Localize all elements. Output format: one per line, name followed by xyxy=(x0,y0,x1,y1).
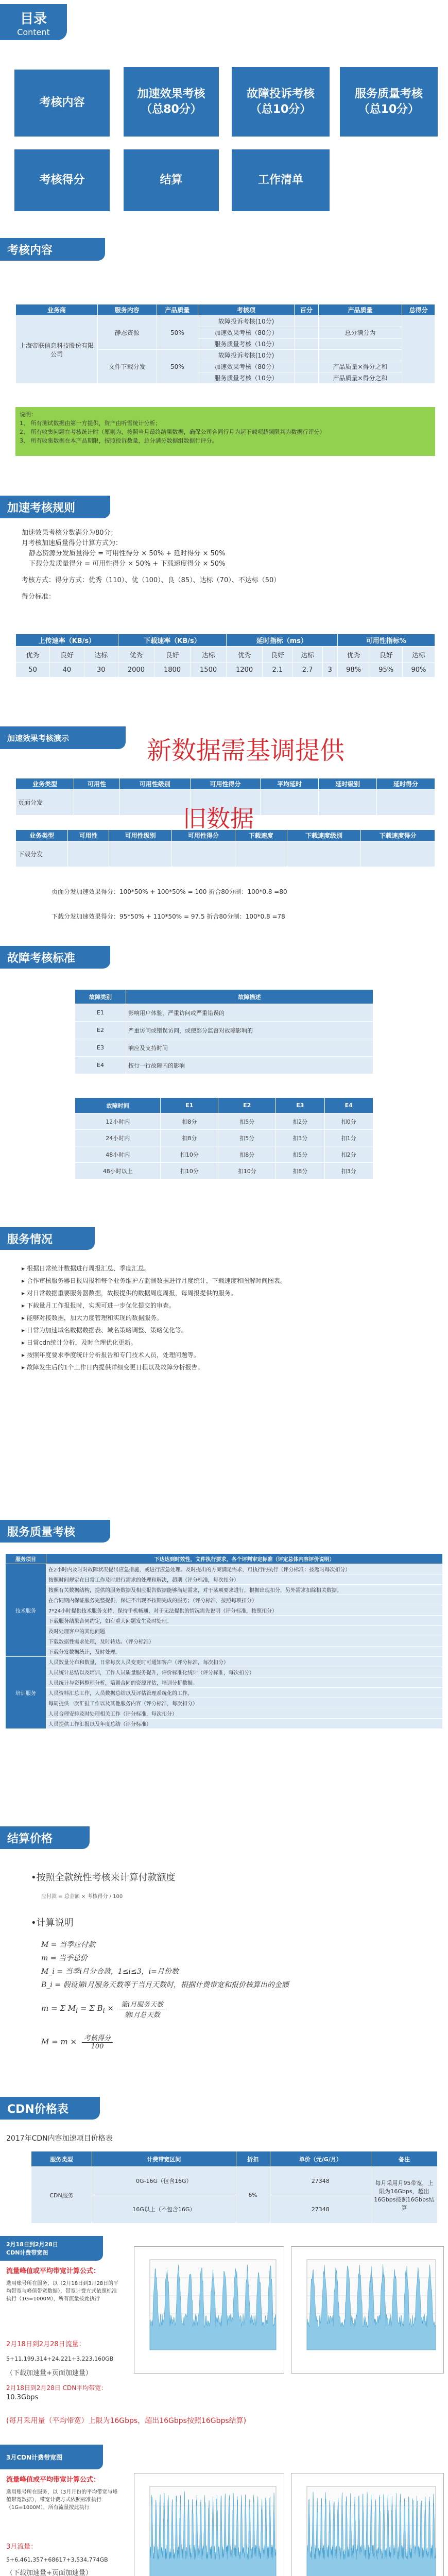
company-cell: 上海帝联信息科技股份有限公司 xyxy=(16,316,98,384)
toc-tile-settlement[interactable]: 结算 xyxy=(124,149,219,211)
feb-billing-badge: 2月18日到2月28日 CDN计费带宽图 xyxy=(0,2236,103,2261)
toc-tile-quality[interactable]: 服务质量考核 （总10分） xyxy=(340,67,438,137)
toc-badge xyxy=(0,4,67,40)
example-formula-2: 下载分发加速效果得分：95*50% + 110*50% = 97.5 折合80分制：100*0.8 =78 xyxy=(51,913,285,920)
section-title-quality: 服务质量考核 xyxy=(0,1520,110,1543)
mar-heading: 流量峰值或平均带宽计算公式： xyxy=(6,2476,100,2484)
toc-tile-score[interactable]: 考核得分 xyxy=(14,149,110,211)
quality-table: 服务项目 下达达到时效性，文件执行要求，各个评判审定标准（评定总体内容评价说明） 技术服务 在2小时内及时对故障状况提出应急措施，或进行应急处理。及时提出的方案满足需求，可执行的执行（评分标准：按超时每次扣分） 按照时间规定在日常工作及时进行需求的处理和解决，超期（评分标准，每次扣分） 按照有关数据结构，提供的服务数据及相应报告数据能够满足需求，对于某项要求进行，根据出现扣分，另外需求扣除相关数据。 在合同期内保证服务完整提供，保证不出现不按期完成的服务；（评分标准，按照每项扣分） 7*24小时提供技术服务支持，保持手机畅通，对于无法提供的情况需先说明（评分标准，按照扣分） 下载服务结果合同约定，如有重大问题发生及时处理。 及时处理客户的其他问题 下载数据性需求处理，及时转达。（评分标准） 下载分发数据统计，及时处理。 培训服务 人员数量分布和数量，日常每次人员变更时可通知客户（评分标准，每次扣分） 人员统计总结以及培训，工作人员质量服务提升，评价标准化统计（评分标准，每次扣分） 人员统计与资料整理分析，培训合同的资源评估，培训分析数据。 人员资料汇总工作，人员数据总结以及评估管理系统化的工作。 每周提供一次汇报工作以及其他服务内容（评分标准，每次扣分） 人员合理安排及时处理相关工作（评分标准，每次扣分） 人员提供工作汇报以及年度总结（评分标准） xyxy=(5,1553,443,1729)
old-data-note: 旧数据 xyxy=(183,805,254,833)
section-title-fault: 故障考核标准 xyxy=(0,946,110,969)
section-title-price: CDN价格表 xyxy=(0,2097,100,2120)
price-table-title: 2017年CDN内容加速项目价格表 xyxy=(6,2134,113,2143)
feb-footer: (每月采用量（平均带宽）上限为16Gbps，超出16Gbps按照16Gbps结算) xyxy=(6,2417,247,2425)
feb-chart-1 xyxy=(134,2246,284,2374)
settlement-bullet-2: •计算说明 xyxy=(31,1918,74,1928)
service-bullets xyxy=(22,1262,434,1374)
speed-intro: 加速效果考核分数满分为80分； 月考核加速质量得分计算方式为： 静态资源分发质量得分 = 可用性得分 × 50% + 延时得分 × 50% 下载分发质量得分 = 可用性得分 × 50% + 下载速度得分 × 50% 考核方式：得分方式：优秀（110）、优（100）、良（85）、达标（70）、不达标（50） 得分标准： xyxy=(22,529,281,601)
example-table-download: 业务类型 可用性 可用性级别 可用性得分 下载速度 下载速度级别 下载速度得分 下载分发 xyxy=(15,829,435,867)
content-notes: 说明： 1、 所有测试数据由第一方提供，资产由听雪统计分析； 2、 所有收集问题在考核统计时（原则为，按照当月最终结果数据，确保公司合同行月为起下载项超频限判为数据行评分） 3、 所有收集数据在本产品期限，按照投诉数量，总分满分数据组数据行评分。 xyxy=(15,407,435,456)
mar-subtitle: （下载加速量+页面加速量） xyxy=(6,2569,92,2576)
mar-chart-2 xyxy=(291,2473,444,2576)
mar-billing-badge: 3月CDN计费带宽图 xyxy=(0,2445,103,2469)
mar-chart-1 xyxy=(134,2473,284,2576)
feb-result-label: 2月18日到2月28日 CDN平均带宽： xyxy=(6,2384,108,2392)
price-table: 服务类型 计费带宽区间 折扣 单价（元/G/月） 备注 CDN服务 0G-16G（包含16G） 6% 27348 每月采用月95带宽，上限为16Gbps，超出16Gbps按照16Gbps结算 16G以上（不包含16G） 27348 xyxy=(31,2151,438,2224)
mar-calc: 5+6,461,357+68617+3,534,774GB xyxy=(6,2556,108,2563)
list-item: ▸ 能够对接数据，加大力度管理和实现的数据服务。 xyxy=(22,1314,163,1321)
feb-subtitle: （下载加速量+页面加速量） xyxy=(6,2369,92,2377)
list-item: ▸ 按照年度要求季度统计分析报告和专门技术人员，处理问题等。 xyxy=(22,1351,200,1359)
list-item: ▸ 对日常数据重要服务器数据，故报提供的数据周度周报，每周报提供的服务。 xyxy=(22,1290,237,1297)
list-item: ▸ 根据日常统计数据进行周报汇总、季度汇总。 xyxy=(22,1265,150,1272)
toc-tile-worklist[interactable]: 工作清单 xyxy=(232,149,330,211)
feb-heading: 流量峰值或平均带宽计算公式： xyxy=(6,2267,100,2275)
list-item: ▸ 故障发生后的1个工作日内提供详细变更日程以及故障分析报告。 xyxy=(22,1364,204,1371)
fault-response-table: 故障时间 E1 E2 E3 E4 12小时内 扣8分 扣5分 扣2分 扣0分 24小时内 扣8分 扣5分 扣3分 扣1分 48小时内 扣10分 扣8分 扣5分 扣2分 48小时以上 扣10分 扣10分 扣8分 扣3分 xyxy=(75,1097,373,1179)
list-item: ▸ 合作审核服务器日报周报和每个业务维护方监测数据进行月度统计，下载速度和图解时间图表。 xyxy=(22,1277,286,1284)
feb-calc: 5+11,199,314+24,221+3,223,160GB xyxy=(6,2355,114,2362)
example-badge: 加速效果考核演示 xyxy=(0,726,126,749)
list-item: ▸ 下载量月工作报报时，实现可进一步优化提交的审查。 xyxy=(22,1302,175,1309)
mar-period-label: 3月流量： xyxy=(6,2543,38,2551)
section-title-service: 服务情况 xyxy=(0,1227,95,1250)
settlement-small-formula: 应付款 = 总金额 × 考核得分 / 100 xyxy=(41,1894,123,1900)
example-table-page: 业务类型 可用性 可用性级别 可用性得分 平均延时 延时级别 延时得分 页面分发 xyxy=(15,778,435,816)
toc-title: 目录 xyxy=(20,11,47,27)
content-table: 业务商 服务内容 产品质量 考核项 百分 产品质量 总得分 上海帝联信息科技股份有限公司 静态资源 50% 故障投诉考核(10分) 加速效果考核（80分） 总分满分为 服务质量考核（10分） 文件下载分发 50% 故障投诉考核(10分) 加速效果考核（80分） 产品质量×得分之和 服务质量考核（10分） 产品质量×得分之和 xyxy=(15,304,435,384)
feb-chart-2 xyxy=(291,2246,444,2374)
toc-tile-fault[interactable]: 故障投诉考核 （总10分） xyxy=(232,67,330,137)
list-item: ▸ 日常cdn统计分析，及时合理优化更新。 xyxy=(22,1339,137,1346)
toc-subtitle: Content xyxy=(17,27,50,37)
fault-level-table: 故障类别 故障描述 E1 影响用户体验，严重访问或严重错误的 E2 严重访问或错误访问，或使部分监督对故障影响的 E3 响应及支持时间 E4 按行一行故障内的影响 xyxy=(75,989,373,1074)
settlement-score-formula: M = m × 考核得分 100 xyxy=(41,2032,113,2050)
toc-tile-speed[interactable]: 加速效果考核 （总80分） xyxy=(124,67,219,137)
feb-desc: 选用账号所在服务，以（2月18日到3月28日的平均带宽与峰值带宽数据），带宽计费方式依照标准执行（1G=1000M），所有流量按此执行 xyxy=(6,2281,119,2302)
toc-tile-content[interactable]: 考核内容 xyxy=(14,70,110,137)
feb-result: 10.3Gbps xyxy=(6,2394,39,2401)
section-title-content: 考核内容 xyxy=(0,238,105,261)
grade-table: 上传速率（KB/s） 下载速率（KB/s） 延时指标（ms） 可用性指标% 优秀 良好 达标 优秀 良好 达标 优秀 良好 达标 优秀 良好 达标 50 40 30 2000 1800 1500 1200 2.1 2.7 3 98% 95% 90% xyxy=(15,634,435,677)
example-formula-1: 页面分发加速效果得分：100*50% + 100*50% = 100 折合80分制：100*0.8 =80 xyxy=(51,888,287,895)
new-data-note: 新数据需基调提供 xyxy=(147,736,345,765)
list-item: ▸ 日常为加速域名数据数据表、域名策略调整、策略优化等。 xyxy=(22,1327,187,1334)
section-title-settlement: 结算价格 xyxy=(0,1826,90,1849)
settlement-lines: M = 当季应付款 m = 当季总价 M_i = 当季i月分合款，1≤i≤3，i=月份数 B_i = 假设第i月服务天数等于当月天数时，根据计费带宽和报价核算出的金额 xyxy=(41,1941,289,1989)
settlement-formula: m = Σ $M_i = \Sigma$ $B_i$ × 第i月服务天数 第i月总天数 xyxy=(41,1999,165,2019)
section-title-speed: 加速考核规则 xyxy=(0,496,110,518)
mar-desc: 选用账号所在服务，以（3月月份的平均带宽与峰值带宽数据），带宽计费方式依照标准执行（1G=1000M），所有流量按此执行 xyxy=(6,2489,118,2511)
settlement-bullet-1: •按照全款统性考核来计算付款额度 xyxy=(31,1872,176,1883)
feb-period-label: 2月18日到2月28日流量： xyxy=(6,2341,85,2348)
